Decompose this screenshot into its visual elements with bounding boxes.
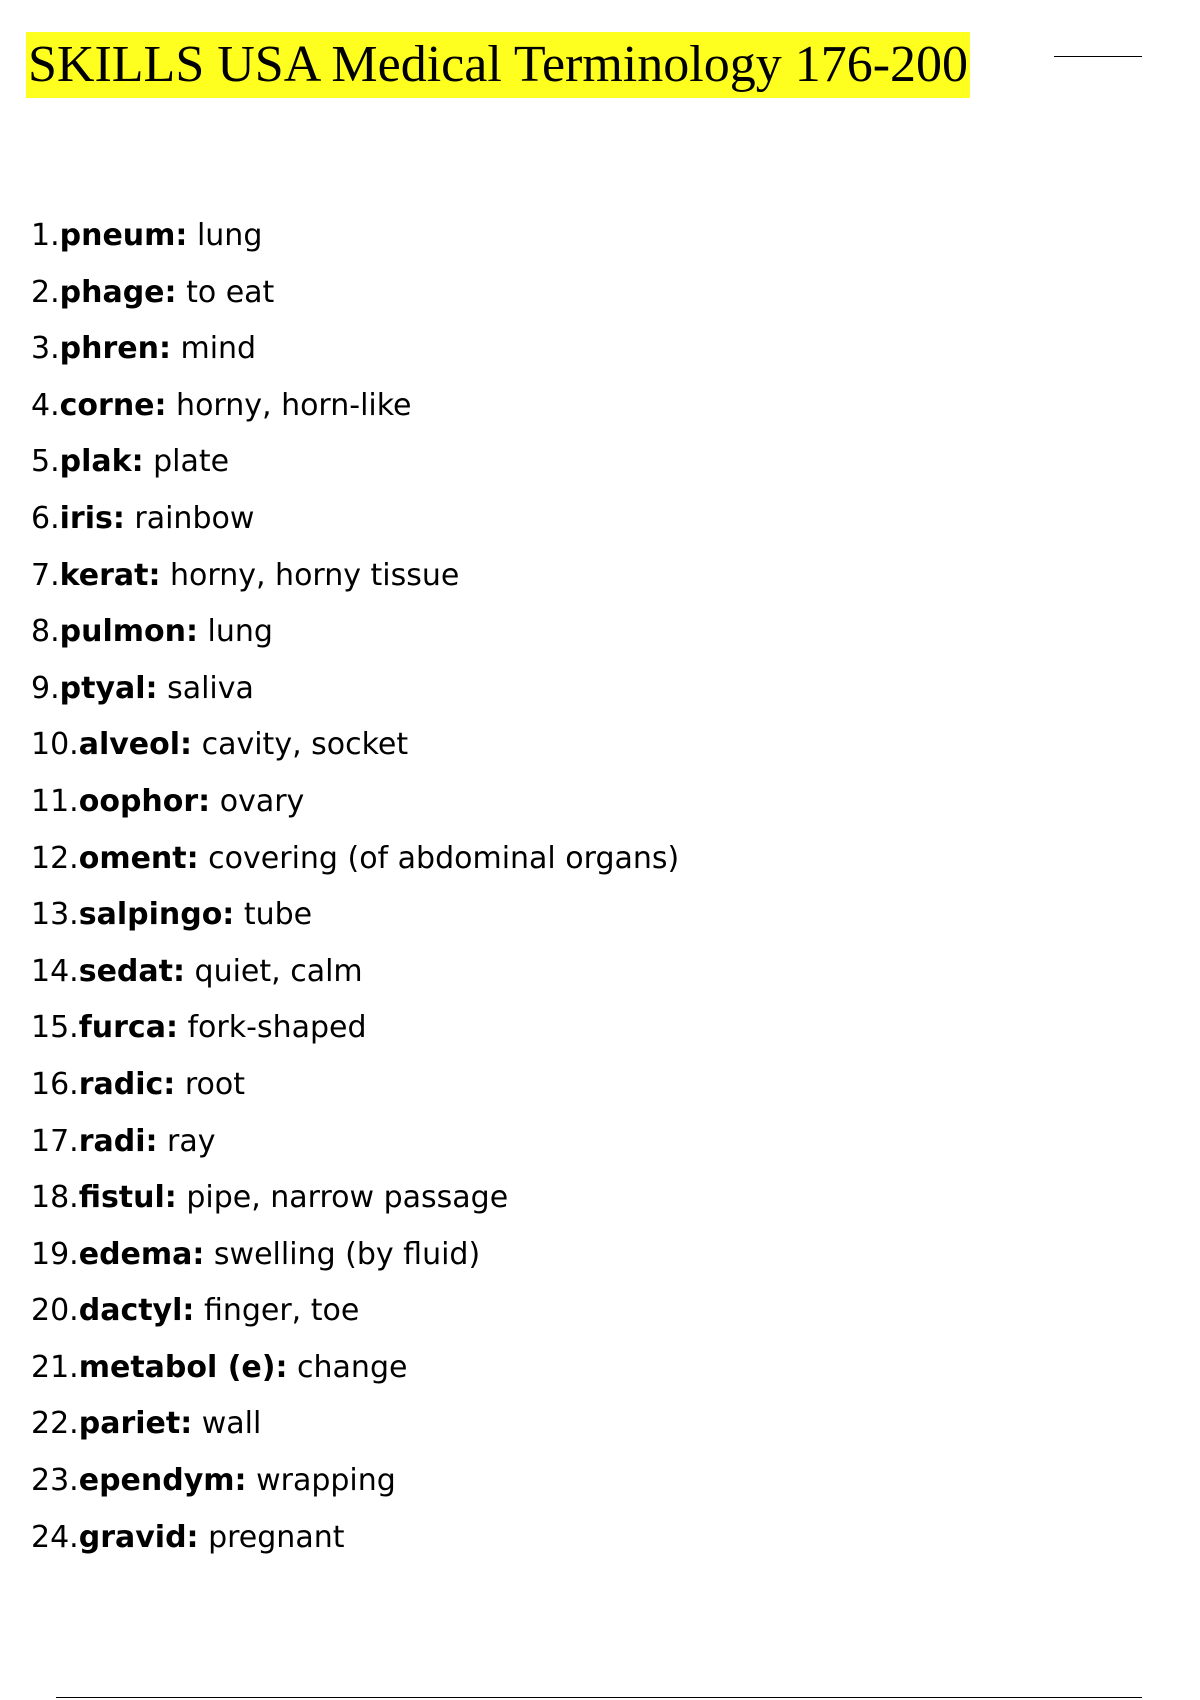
term-word: corne: <box>59 387 167 423</box>
term-definition: to eat <box>176 274 275 310</box>
title-rule <box>1054 56 1142 57</box>
term-item <box>31 434 679 491</box>
term-definition: fork-shaped <box>177 1010 367 1046</box>
term-definition: ovary <box>210 783 305 819</box>
term-number: 22. <box>31 1406 79 1442</box>
term-word: furca: <box>78 1010 178 1046</box>
term-number: 12. <box>31 840 79 876</box>
term-number: 14. <box>31 953 79 989</box>
term-item <box>31 1057 679 1114</box>
term-definition: root <box>175 1066 245 1102</box>
term-number: 18. <box>31 1180 79 1216</box>
term-number: 24. <box>31 1519 79 1555</box>
term-definition: pipe, narrow passage <box>176 1180 509 1216</box>
term-word: radic: <box>78 1066 176 1102</box>
term-word: ptyal: <box>59 670 158 706</box>
terms-list <box>31 208 679 1566</box>
term-definition: wall <box>192 1406 262 1442</box>
title-block <box>26 32 970 98</box>
term-item <box>31 1227 679 1284</box>
term-item <box>31 491 679 548</box>
term-definition: covering (of abdominal organs) <box>198 840 680 876</box>
term-definition: finger, toe <box>194 1293 360 1329</box>
term-item <box>31 1340 679 1397</box>
term-number: 13. <box>31 897 79 933</box>
term-item <box>31 1453 679 1510</box>
term-number: 19. <box>31 1236 79 1272</box>
bottom-rule <box>56 1697 1142 1698</box>
term-word: iris: <box>59 500 125 536</box>
term-word: phage: <box>59 274 177 310</box>
term-item <box>31 321 679 378</box>
term-number: 17. <box>31 1123 79 1159</box>
term-item <box>31 208 679 265</box>
term-definition: plate <box>143 444 230 480</box>
page-title: SKILLS USA Medical Terminology 176-200 <box>26 32 970 98</box>
term-number: 4. <box>31 387 60 423</box>
term-item <box>31 661 679 718</box>
term-word: pneum: <box>59 218 188 253</box>
term-definition: ray <box>157 1123 216 1159</box>
term-item <box>31 887 679 944</box>
term-word: phren: <box>59 331 171 367</box>
term-number: 11. <box>31 783 79 819</box>
term-number: 8. <box>31 614 60 650</box>
term-number: 2. <box>31 274 60 310</box>
term-item <box>31 717 679 774</box>
term-definition: cavity, socket <box>192 727 409 763</box>
term-definition: change <box>287 1349 408 1385</box>
term-number: 1. <box>31 218 60 253</box>
term-item <box>31 604 679 661</box>
term-word: pariet: <box>78 1406 193 1442</box>
term-word: metabol (e): <box>78 1349 288 1385</box>
term-word: edema: <box>78 1236 205 1272</box>
term-word: gravid: <box>78 1519 199 1555</box>
term-item <box>31 1283 679 1340</box>
term-word: sedat: <box>78 953 185 989</box>
term-number: 5. <box>31 444 60 480</box>
term-definition: lung <box>197 614 273 650</box>
term-item <box>31 378 679 435</box>
term-number: 7. <box>31 557 60 593</box>
term-word: oophor: <box>78 783 211 819</box>
term-definition: horny, horny tissue <box>160 557 460 593</box>
term-definition: lung <box>187 218 263 253</box>
term-number: 23. <box>31 1463 79 1499</box>
term-number: 20. <box>31 1293 79 1329</box>
term-item <box>31 1170 679 1227</box>
term-number: 3. <box>31 331 60 367</box>
term-definition: pregnant <box>198 1519 345 1555</box>
term-number: 16. <box>31 1066 79 1102</box>
term-definition: mind <box>170 331 257 367</box>
term-word: alveol: <box>78 727 193 763</box>
term-word: salpingo: <box>78 897 235 933</box>
term-number: 9. <box>31 670 60 706</box>
term-word: pulmon: <box>59 614 198 650</box>
term-item <box>31 1396 679 1453</box>
term-item <box>31 1114 679 1171</box>
term-item <box>31 774 679 831</box>
term-definition: tube <box>234 897 313 933</box>
term-item <box>31 1000 679 1057</box>
term-word: oment: <box>78 840 199 876</box>
term-word: radi: <box>78 1123 158 1159</box>
term-number: 21. <box>31 1349 79 1385</box>
term-definition: swelling (by fluid) <box>204 1236 481 1272</box>
term-definition: saliva <box>157 670 254 706</box>
term-word: kerat: <box>59 557 161 593</box>
term-number: 6. <box>31 500 60 536</box>
term-item <box>31 944 679 1001</box>
term-definition: wrapping <box>246 1463 396 1499</box>
term-word: plak: <box>59 444 144 480</box>
term-item <box>31 265 679 322</box>
term-word: ependym: <box>78 1463 247 1499</box>
term-word: fistul: <box>78 1180 177 1216</box>
term-item <box>31 548 679 605</box>
term-definition: rainbow <box>124 500 255 536</box>
term-item <box>31 831 679 888</box>
term-word: dactyl: <box>78 1293 195 1329</box>
term-item <box>31 1510 679 1567</box>
term-number: 10. <box>31 727 79 763</box>
term-definition: horny, horn-like <box>166 387 412 423</box>
term-number: 15. <box>31 1010 79 1046</box>
term-definition: quiet, calm <box>184 953 363 989</box>
